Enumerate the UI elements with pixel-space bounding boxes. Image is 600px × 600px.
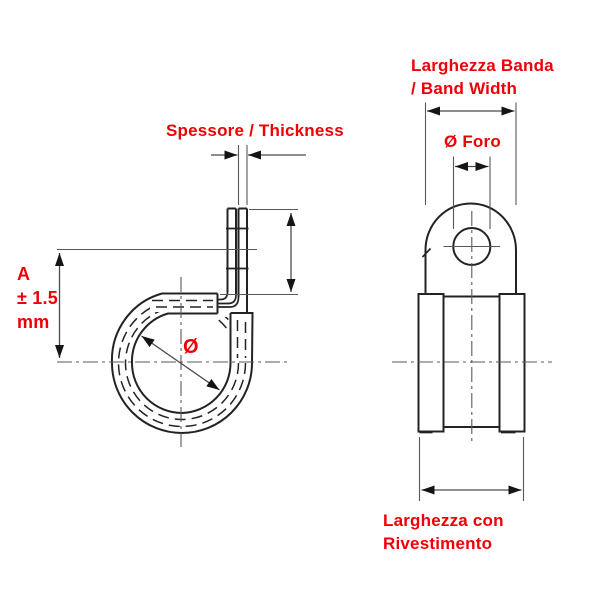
label-dim-a-line2: ± 1.5 [17,288,58,308]
erase-region [150,296,196,312]
dimension-thickness [211,145,306,205]
rubber-lining-dashed-inner [126,307,239,420]
label-dim-a-line1: A [17,264,31,284]
front-view-drawing [392,103,552,502]
coating-edge-right [500,294,525,432]
side-view-drawing [57,145,306,447]
label-thickness: Spessore / Thickness [166,121,344,140]
coating-edge-left [419,294,444,432]
rubber-lining-dashed-outer [119,300,246,427]
dimension-coated-width [420,437,524,501]
label-coated-width-line1: Larghezza con [383,511,504,530]
label-coated-width-line2: Rivestimento [383,534,493,553]
label-band-width-line1: Larghezza Banda [411,56,554,75]
label-inner-diameter-symbol: Ø [183,336,199,358]
dimension-band-width [426,103,517,206]
label-dim-a-line3: mm [17,312,50,332]
tab-outline [426,203,517,294]
label-hole-diameter: Ø Foro [444,132,501,151]
label-band-width-line2: / Band Width [411,79,518,98]
dimension-tab-height [220,210,298,295]
